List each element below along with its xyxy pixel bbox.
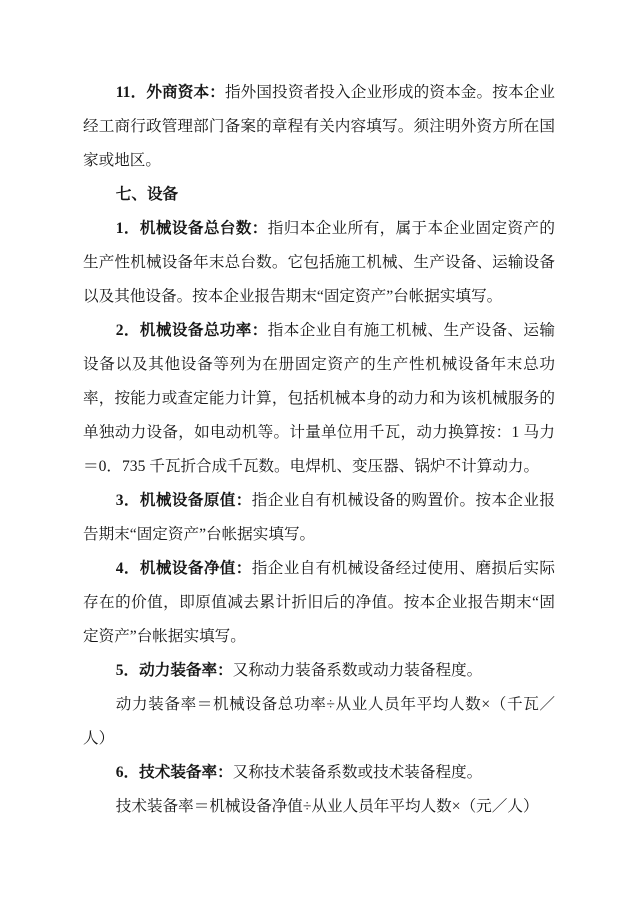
- section-heading-equipment: 七、设备: [115, 186, 179, 203]
- paragraph-machine-total-count: [83, 212, 555, 314]
- term-label-machine-original-value: 3．机械设备原值：: [115, 492, 252, 509]
- term-label-machine-total-count: 1．机械设备总台数：: [115, 220, 268, 237]
- formula-technical-equipment-rate: 技术装备率＝机械设备净值÷从业人员年平均人数×（元／人）: [115, 798, 539, 815]
- term-definition-machine-original-value: 指企业自有机械设备的购置价。按本企业报告期末“固定资产”台帐据实填写。: [83, 492, 555, 543]
- term-label-foreign-capital: 11．外商资本：: [115, 84, 225, 101]
- paragraph-technical-equipment-rate: [83, 756, 555, 790]
- paragraph-power-equipment-rate: [83, 654, 555, 688]
- term-definition-machine-total-count: 指归本企业所有，属于本企业固定资产的生产性机械设备年末总台数。它包括施工机械、生产设备、运输设备以及其他设备。按本企业报告期末“固定资产”台帐据实填写。: [83, 220, 555, 305]
- paragraph-machine-original-value: [83, 484, 555, 552]
- term-label-technical-equipment-rate: 6．技术装备率：: [115, 764, 233, 781]
- term-definition-machine-total-power: 指本企业自有施工机械、生产设备、运输设备以及其他设备等列为在册固定资产的生产性机械设备年末总功率，按能力或查定能力计算，包括机械本身的动力和为该机械服务的单独动力设备，如电动机等。计量单位用千瓦，动力换算按：1 马力＝0．735 千瓦折合成千瓦数。电焊机、变压器、锅炉不计算动力。: [83, 322, 555, 475]
- term-definition-foreign-capital: 指外国投资者投入企业形成的资本金。按本企业经工商行政管理部门备案的章程有关内容填写。须注明外资方所在国家或地区。: [83, 84, 555, 169]
- paragraph-machine-total-power: [83, 314, 555, 484]
- term-definition-power-equipment-rate: 又称动力装备系数或动力装备程度。: [232, 662, 483, 679]
- term-definition-machine-net-value: 指企业自有机械设备经过使用、磨损后实际存在的价值，即原值减去累计折旧后的净值。按本企业报告期末“固定资产”台帐据实填写。: [83, 560, 555, 645]
- term-definition-technical-equipment-rate: 又称技术装备系数或技术装备程度。: [232, 764, 483, 781]
- term-label-power-equipment-rate: 5．动力装备率：: [115, 662, 233, 679]
- term-label-machine-total-power: 2．机械设备总功率：: [115, 322, 268, 339]
- paragraph-foreign-capital: [83, 76, 555, 178]
- term-label-machine-net-value: 4．机械设备净值：: [115, 560, 252, 577]
- formula-power-equipment-rate: 动力装备率＝机械设备总功率÷从业人员年平均人数×（千瓦／人）: [83, 696, 555, 747]
- paragraph-machine-net-value: [83, 552, 555, 654]
